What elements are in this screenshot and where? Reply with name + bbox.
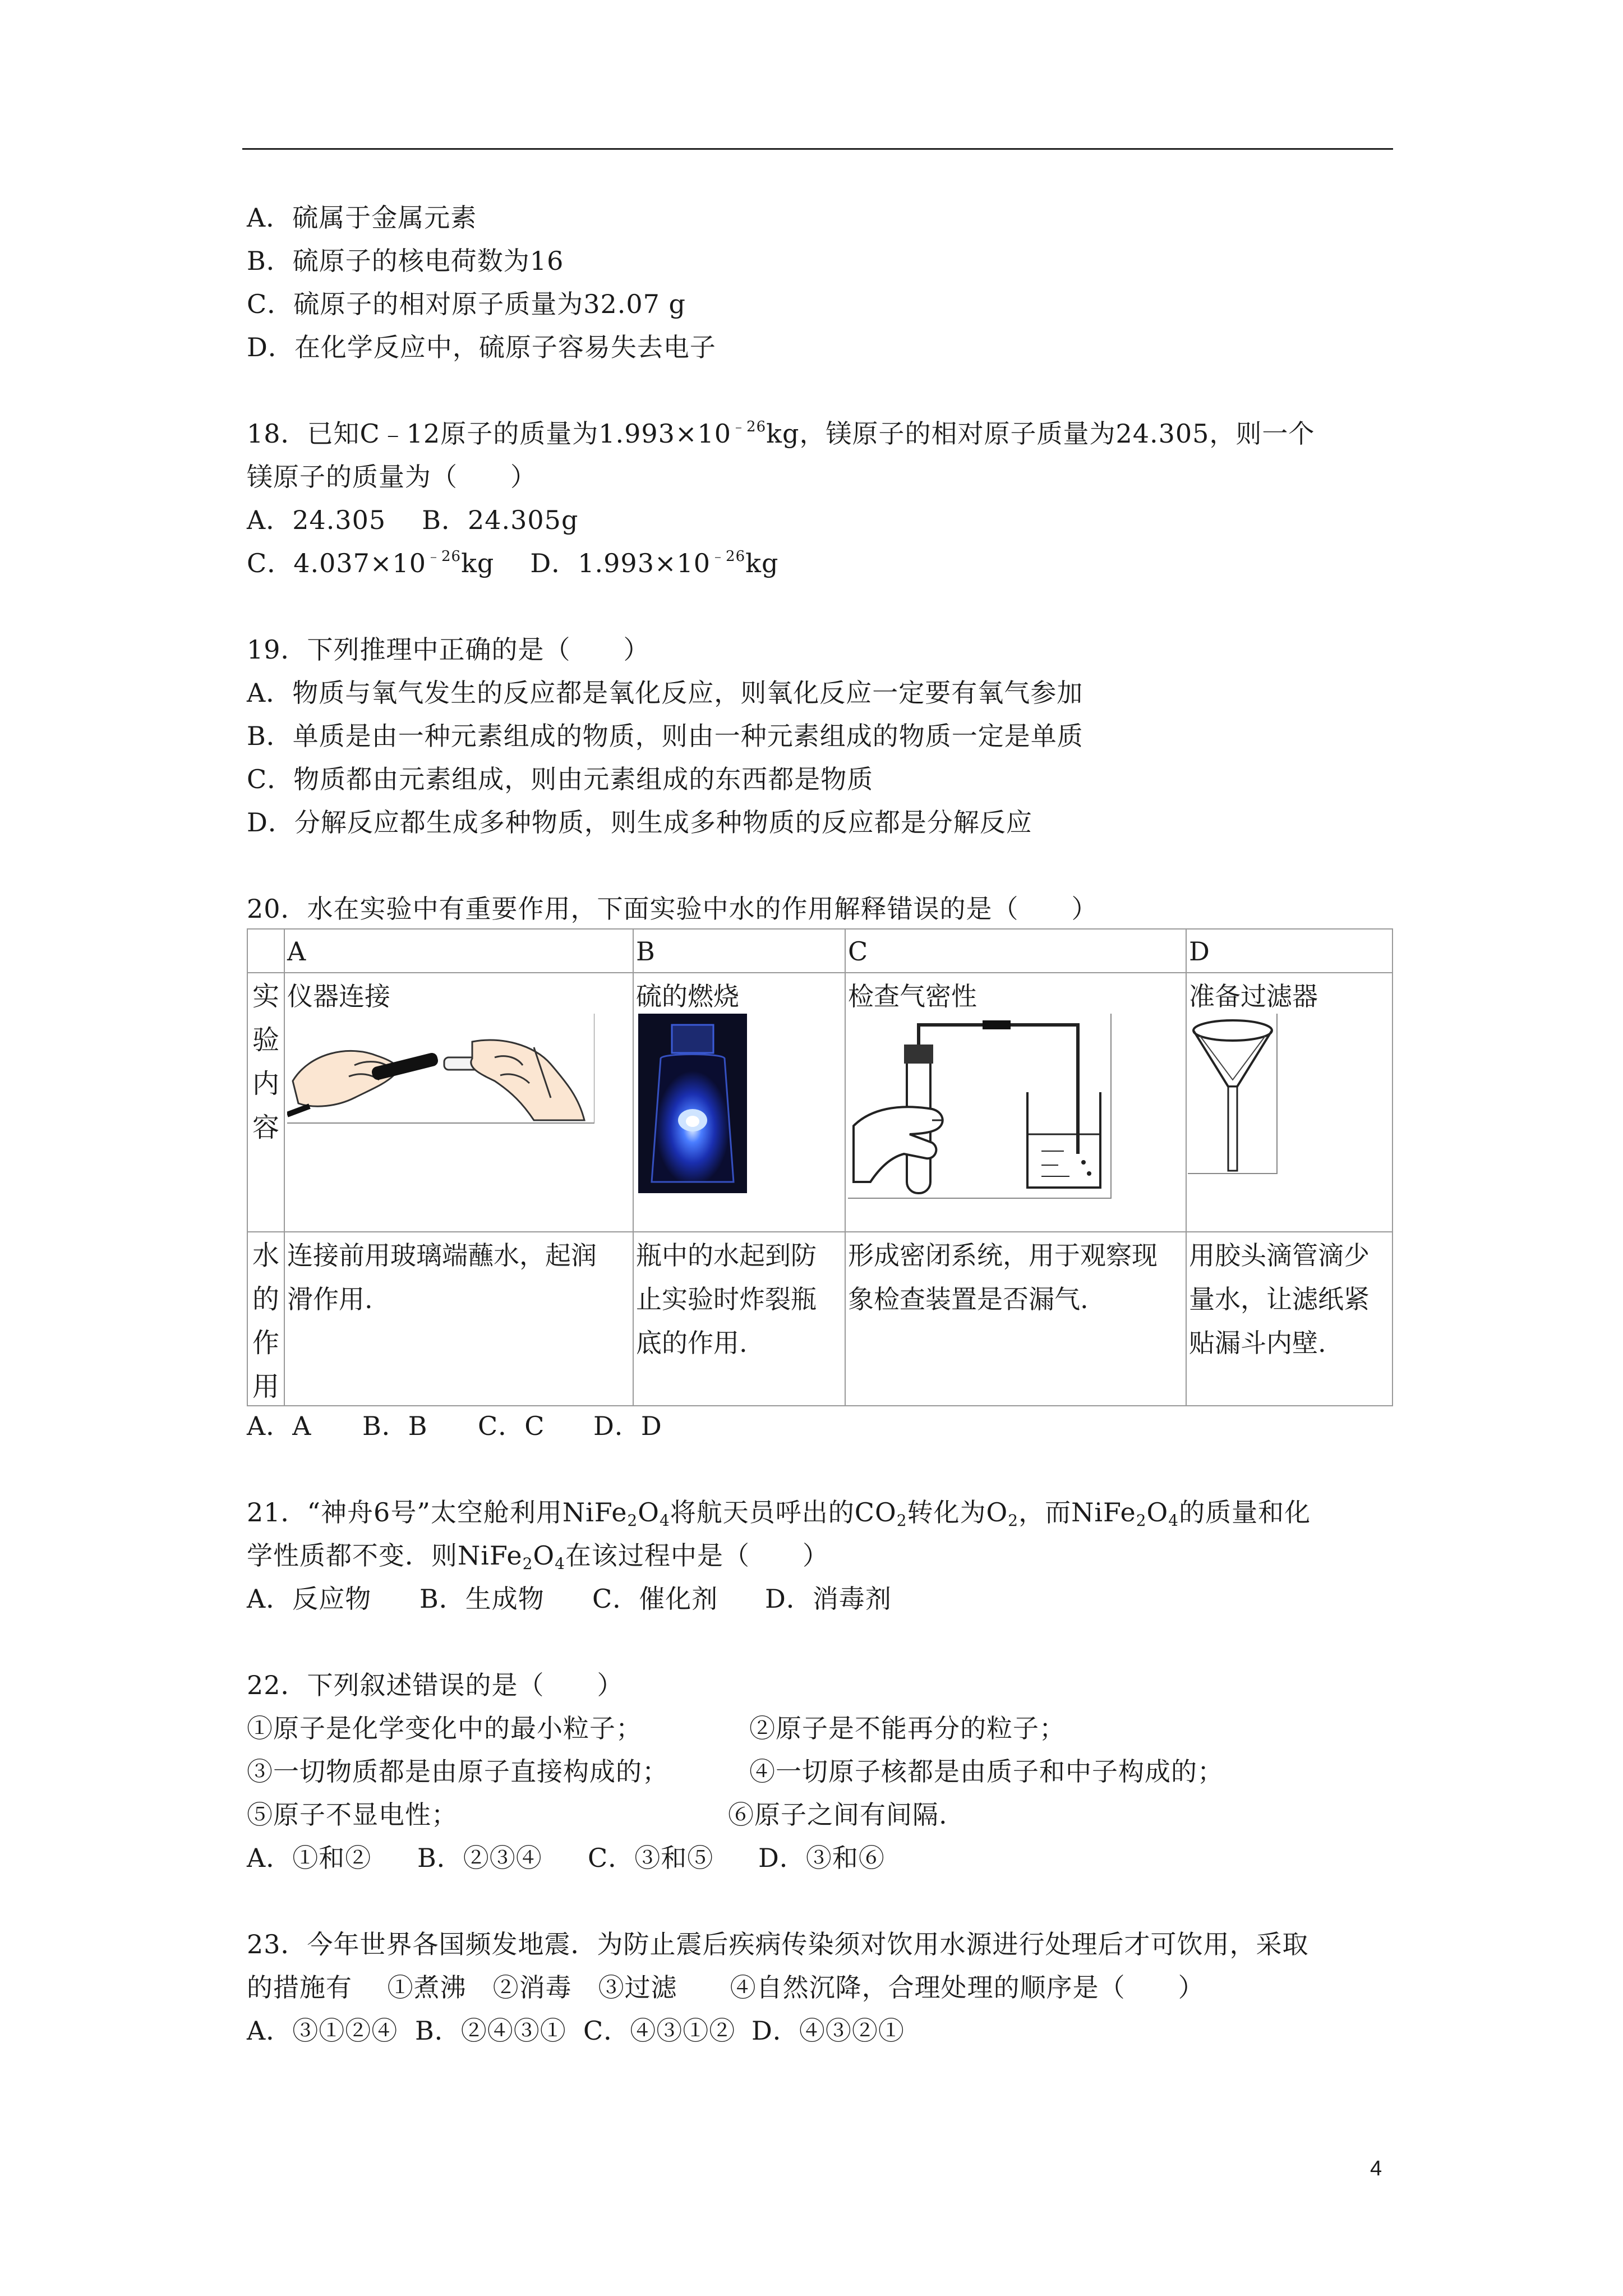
q20-header-b: B <box>636 936 655 967</box>
q20-header-a: A <box>287 936 306 967</box>
header-rule <box>242 148 1393 150</box>
q17-option-d: D．在化学反应中，硫原子容易失去电子 <box>247 332 716 362</box>
q23-option-d: D．④③②① <box>751 2016 905 2046</box>
q20-table <box>247 928 1393 1406</box>
q20-option-d: D．D <box>593 1411 662 1441</box>
q21-stem-line2: 学性质都不变．则$NiFe_2O_4$在该过程中是（ ） <box>247 1540 829 1573</box>
q18-option-b: B．24.305g <box>422 505 579 535</box>
q20-row2-label: 水 的 作 用 <box>252 1240 279 1402</box>
q18-options-row2 <box>247 546 778 580</box>
q20-role-c: 形成密闭系统，用于观察现 象检查装置是否漏气. <box>848 1240 1158 1314</box>
q20-option-a: A．A <box>247 1411 312 1441</box>
q17-option-a: A．硫属于金属元素 <box>247 203 477 233</box>
page-number: 4 <box>1370 2157 1382 2180</box>
q23-option-a: A．③①②④ <box>247 2016 398 2046</box>
q23-option-b: B．②④③① <box>415 2016 566 2046</box>
airtightness-check-figure <box>848 1014 1112 1199</box>
q19-stem: 19．下列推理中正确的是（ ） <box>247 634 650 665</box>
q21-option-a: A．反应物 <box>247 1584 372 1614</box>
q22-option-a: A．①和② <box>247 1843 372 1873</box>
q20-experiment-b: 硫的燃烧 <box>636 981 739 1011</box>
q18-option-c: C．$4.037\times 10^{﹣26}kg$ <box>247 548 495 578</box>
q18-option-a: A．24.305 <box>247 505 386 535</box>
q23-stem-line2: 的措施有 ①煮沸 ②消毒 ③过滤 ④自然沉降，合理处理的顺序是（ ） <box>247 1972 1205 2003</box>
q20-experiment-c: 检查气密性 <box>848 981 977 1011</box>
q19-option-a: A．物质与氧气发生的反应都是氧化反应，则氧化反应一定要有氧气参加 <box>247 678 1083 708</box>
q22-option-b: B．②③④ <box>417 1843 542 1873</box>
q20-row1-label: 实 验 内 容 <box>252 981 279 1143</box>
q19-option-d: D．分解反应都生成多种物质，则生成多种物质的反应都是分解反应 <box>247 807 1032 838</box>
q22-statements-row1: ①原子是化学变化中的最小粒子； ②原子是不能再分的粒子； <box>247 1713 1066 1743</box>
q21-options <box>247 1582 892 1616</box>
q18-option-d: D．$1.993\times 10^{﹣26}kg$ <box>530 548 779 578</box>
q22-options <box>247 1841 885 1875</box>
q22-statements-row3: ⑤原子不显电性； ⑥原子之间有间隔. <box>247 1800 948 1830</box>
q20-experiment-a: 仪器连接 <box>287 981 390 1011</box>
hands-connecting-tube-figure <box>287 1014 594 1124</box>
q21-option-d: D．消毒剂 <box>765 1584 892 1614</box>
q20-role-b: 瓶中的水起到防 止实验时炸裂瓶 底的作用. <box>636 1240 817 1358</box>
q21-option-c: C．催化剂 <box>592 1584 718 1614</box>
q18-options-row1 <box>247 503 578 537</box>
q20-role-d: 用胶头滴管滴少 量水，让滤纸紧 贴漏斗内壁. <box>1189 1240 1370 1358</box>
q23-options <box>247 2014 905 2047</box>
q20-option-b: B．B <box>362 1411 428 1441</box>
q20-header-c: C <box>848 936 868 967</box>
q22-stem: 22．下列叙述错误的是（ ） <box>247 1670 624 1700</box>
q22-option-d: D．③和⑥ <box>758 1843 885 1873</box>
q17-option-c: C．硫原子的相对原子质量为32.07 g <box>247 289 686 319</box>
q19-option-c: C．物质都由元素组成，则由元素组成的东西都是物质 <box>247 764 874 794</box>
q17-option-b: B．硫原子的核电荷数为16 <box>247 246 564 276</box>
funnel-filter-figure <box>1188 1014 1278 1174</box>
sulfur-burning-bottle-figure <box>638 1014 747 1193</box>
q20-header-d: D <box>1189 936 1210 967</box>
q19-option-b: B．单质是由一种元素组成的物质，则由一种元素组成的物质一定是单质 <box>247 721 1083 751</box>
q20-options <box>247 1409 662 1443</box>
q23-option-c: C．④③①② <box>583 2016 736 2046</box>
q23-stem-line1: 23．今年世界各国频发地震．为防止震后疾病传染须对饮用水源进行处理后才可饮用，采取 <box>247 1929 1309 1959</box>
q21-option-b: B．生成物 <box>419 1584 545 1614</box>
q20-option-c: C．C <box>478 1411 545 1441</box>
q21-stem-line1: 21．“神舟6号”太空舱利用$NiFe_2O_4$将航天员呼出的$CO_2$转化为$O_2$，而$NiFe_2O_4$的质量和化 <box>247 1497 1311 1530</box>
q22-option-c: C．③和⑤ <box>588 1843 714 1873</box>
q22-statements-row2: ③一切物质都是由原子直接构成的； ④一切原子核都是由质子和中子构成的； <box>247 1756 1224 1787</box>
q20-role-a: 连接前用玻璃端蘸水，起润 滑作用. <box>287 1240 597 1314</box>
q18-stem-line1: 18．已知C﹣12原子的质量为$1.993\times 10^{﹣26}kg$，镁原子的相对原子质量为24.305，则一个 <box>247 418 1315 449</box>
q20-stem: 20．水在实验中有重要作用，下面实验中水的作用解释错误的是（ ） <box>247 894 1098 924</box>
q20-experiment-d: 准备过滤器 <box>1189 981 1318 1011</box>
q18-stem-line2: 镁原子的质量为（ ） <box>247 462 537 492</box>
